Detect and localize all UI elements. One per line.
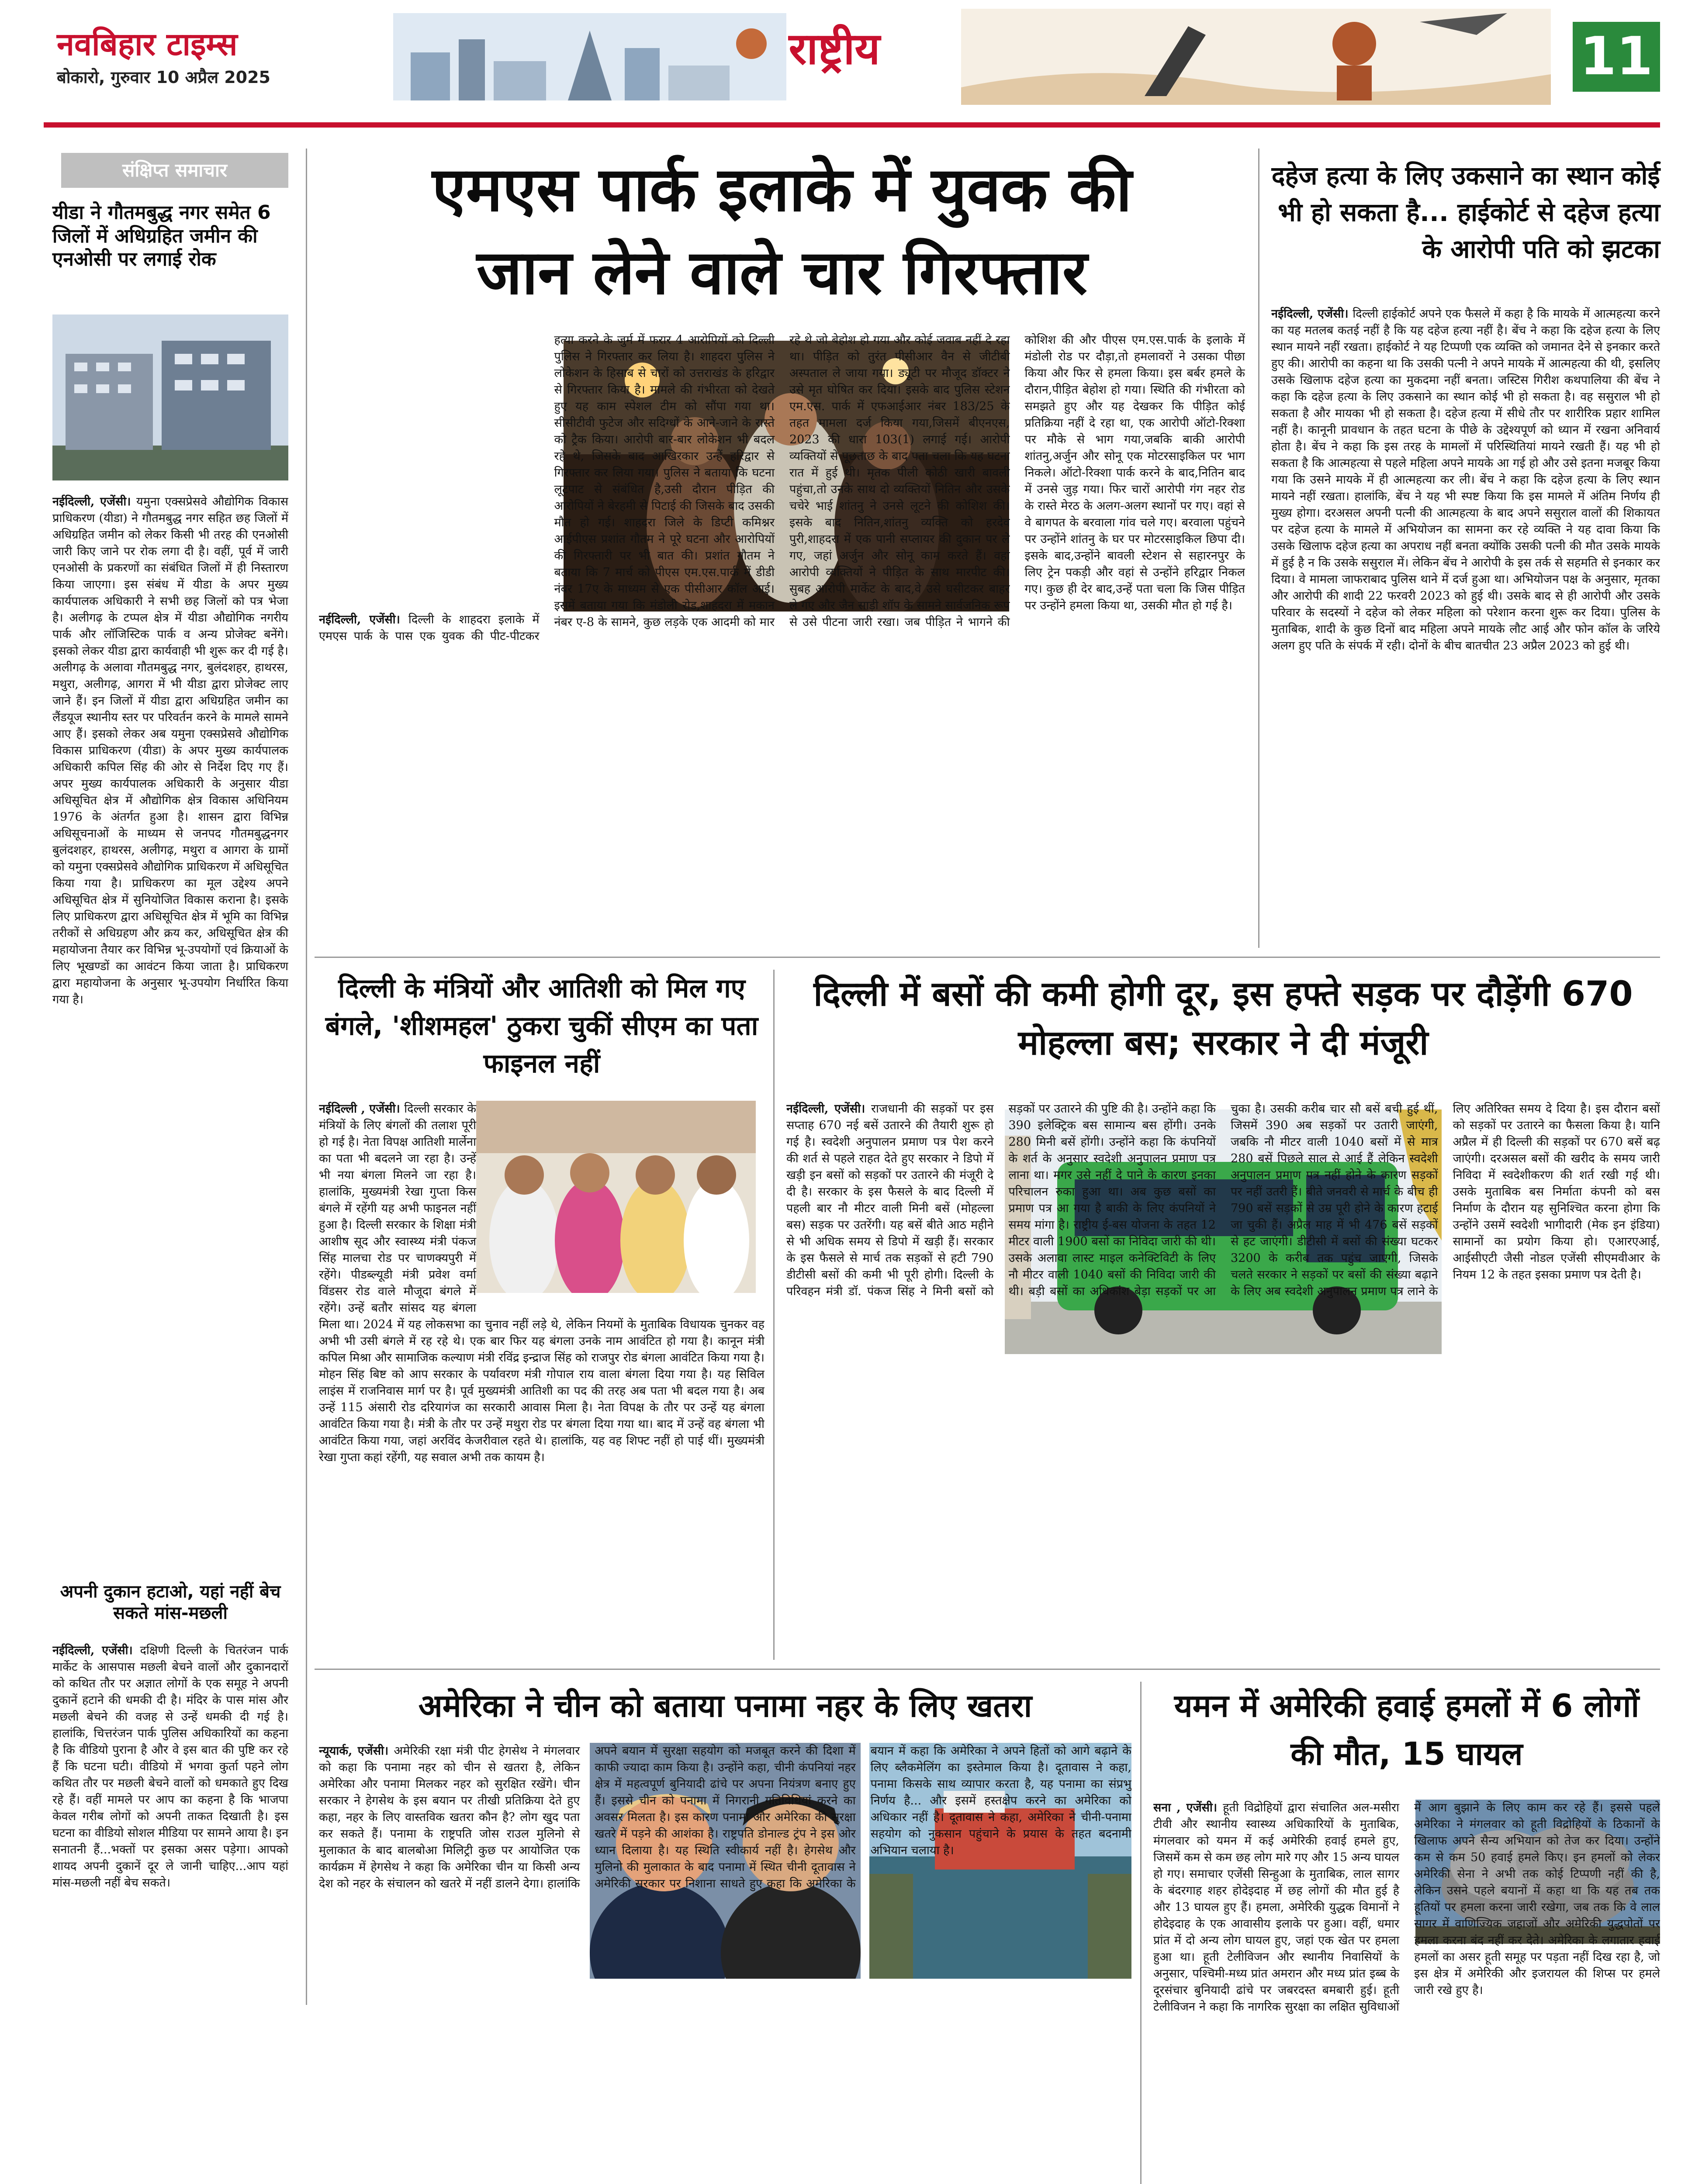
bungalow-headline: दिल्ली के मंत्रियों और आतिशी को मिल गए बंगले, 'शीशमहल' ठुकरा चुकीं सीएम का पता फाइनल नहीं xyxy=(325,973,758,1079)
sidebar-divider xyxy=(306,149,307,2005)
lead-story-text: दिल्ली के शाहदरा इलाके में एमएस पार्क के पास एक युवक की पीट-पीटकर हत्या करने के जुर्म में फरार 4 आरोपियों को दिल्ली पुलिस ने गिरफ्तार कर लिया है। शाहदरा पुलिस ने लोकेशन के हिसाब से चारों को उत्तराखंड के हरिद्वार से गिरफ्तार किया है। मामले की गंभीरता को देखते हुए यह काम स्पेशल टीम को सौंपा गया था। सीसीटीवी फुटेज और सदिग्धों के आने-जाने के रास्ते को ट्रैक किया। आरोपी बार-बार लोकेशन भी बदल रहे थे, जिसके बाद आखिरकार उन्हें हरिद्वार से गिरफ्तार कर लिया गया। पुलिस ने बताया कि घटना लूटपाट से संबंधित है,उसी दौरान पीड़ित की आरोपियों ने बेरहमी से पिटाई की जिसके बाद उसकी मौत हो गई। शाहदरा जिले के डिप्टी कमिश्नर आईपीएस प्रशांत गौतम ने पूरे घटना और आरोपियों की गिरफ्तारी पर भी बात की। प्रशांत गौतम ने बताया कि 7 मार्च को पीएस एम.एस.पार्क में डीडी नंबर 17ए के माध्यम से एक पीसीआर कॉल आई। इसमें बताया गया कि मंडोली रोड,शाहदरा में मकान नंबर ए-8 के सामने, कुछ लड़के एक आदमी को मार रहे थे जो बेहोश हो गया और कोई जवाब नहीं दे रहा था। पीड़ित को तुरंत पीसीआर वैन से जीटीबी अस्पताल ले जाया गया। ड्यूटी पर मौजूद डॉक्टर ने उसे मृत घोषित कर दिया। इसके बाद पुलिस स्टेशन एम.एस. पार्क में एफआईआर नंबर 183/25 के तहत मामला दर्ज किया गया,जिसमें बीएनएस, 2023 की धारा 103(1) लगाई गई। आरोपी व्यक्तियों से पूछताछ के बाद पता चला कि यह घटना रात में हुई थी। मृतक पीली कोठी खारी बावली पहुंचा,तो उनके साथ दो व्यक्तियों नितिन और उसके चचेरे भाई शांतनु ने उनसे लूटने की कोशिश की। इसके बाद नितिन,शांतनु व्यक्ति को हरदेव पुरी,शाहदरा में एक पानी सप्लायर की दुकान पर ले गए, जहां अर्जुन और सोनू काम करते हैं। वहां आरोपी व्यक्तियों ने पीड़ित के साथ मारपीट की। सुबह आरोपी मार्केट के बाद,वे उसे घसीटकर बाहर ले गए और जैन साड़ी शॉप के सामने सार्वजनिक रूप से उसे पीटना जारी रखा। जब पीड़ित ने भागने की कोशिश की और पीएस एम.एस.पार्क के इलाके में मंडोली रोड पर दौड़ा,तो हमलावरों ने उसका पीछा किया और फिर से हमला किया। इस बर्बर हमले के दौरान,पीड़ित बेहोश हो गया। स्थिति की गंभीरता को समझते हुए और यह देखकर कि पीड़ित कोई प्रतिक्रिया नहीं दे रहा था, एक आरोपी ऑटो-रिक्शा पर मौके से भाग गया,जबकि बाकी आरोपी शांतनु,अर्जुन और सोनू एक मोटरसाइकिल पर भाग निकले। ऑटो-रिक्शा पार्क करने के बाद,नितिन बाद में उनसे जुड़ गया। फिर चारों आरोपी गंग नहर रोड के रास्ते मेरठ के अलग-अलग स्थानों पर गए। वहां से वे बागपत के बरवाला गांव चले गए। बरवाला पहुंचने पर उन्होंने शांतनु के घर पर मोटरसाइकिल छिपा दी। इसके बाद,उन्होंने बावली स्टेशन से सहारनपुर के लिए ट्रेन पकड़ी और वहां से उन्होंने हरिद्वार निकल गए। कुछ ही देर बाद,उन्हें पता चला कि जिस पीड़ित पर उन्होंने हमला किया था, उसकी मौत हो गई है। xyxy=(319,333,1245,643)
divider-row2 xyxy=(315,1669,1660,1670)
bungalow-story xyxy=(319,970,765,1660)
divider-row1 xyxy=(315,957,1660,958)
sidebar-story2-text: दक्षिणी दिल्ली के चितरंजन पार्क मार्केट के आसपास मछली बेचने वालों और दुकानदारों को कथित तौर पर अज्ञात लोगों के एक समूह ने अपनी दुकानें हटाने की धमकी दी है। मंदिर के पास मांस और मछली बेचने की वजह से उन्हें धमकी दी गई है। हालांकि, चित्तरंजन पार्क पुलिस अधिकारियों का कहना है कि वीडियो पुराना है और वे इस बात की पुष्टि कर रहे हैं कि घटना घटी। वीडियो में भगवा कुर्ता पहने लोग कथित तौर पर मछली बेचने वालों को धमकाते हुए दिख रहे हैं। वहीं मामले पर आप का कहना है कि भाजपा केवल गरीब लोगों को अपनी ताकत दिखाती है। इस घटना का वीडियो सोशल मीडिया पर सामने आया है। इन सनातनी हैं...भक्तों पर इसका असर पड़ेगा। आपको शायद अपनी दुकानें दूर ले जानी चाहिए...आप यहां मांस-मछली नहीं बेच सकते। xyxy=(52,1644,288,1890)
yemen-story-dateline: सना , एजेंसी। xyxy=(1153,1801,1223,1814)
panama-headline: अमेरिका ने चीन को बताया पनामा नहर के लिए खतरा xyxy=(418,1687,1032,1724)
paper-name: नवबिहार टाइम्स xyxy=(57,26,238,62)
section-decoration xyxy=(961,9,1551,105)
dowry-story-body xyxy=(1271,306,1660,935)
photo-office-buildings xyxy=(52,314,288,480)
panama-story-body xyxy=(319,1743,1131,2184)
sidebar-header-label: संक्षिप्त समाचार xyxy=(122,159,227,181)
sidebar-story1-title: यीडा ने गौतमबुद्ध नगर समेत 6 जिलों में अधिग्रहित जमीन की एनओसी पर लगाई रोक xyxy=(52,201,271,271)
sidebar-story2-dateline: नईदिल्ली, एजेंसी। xyxy=(52,1644,140,1657)
lead-story-body xyxy=(319,332,1245,939)
sidebar-story1-dateline: नईदिल्ली, एजेंसी। xyxy=(52,495,137,508)
yemen-story-body xyxy=(1153,1800,1660,2184)
yemen-story-text: हूती विद्रोहियों द्वारा संचालित अल-मसीरा टीवी और स्थानीय स्वास्थ्य अधिकारियों के मुताबिक, मंगलवार को यमन में कई अमेरिकी हवाई हमले हुए, जिसमें कम से कम छह लोग मारे गए और 15 अन्य घायल हो गए। समाचार एजेंसी सिन्हुआ के मुताबिक, लाल सागर के बंदरगाह शहर होदेइदाह में छह लोगों की मौत हुई है और 13 घायल हुए हैं। हमला, अमेरिकी युद्धक विमानों ने होदेइदाह के एक आवासीय इलाके पर हुआ। वहीं, धमार प्रांत में दो अन्य लोग घायल हुए, जहां एक खेत पर हमला हुआ था। हूती टेलीविजन और स्थानीय निवासियों के अनुसार, पश्चिमी-मध्य प्रांत अमरान और मध्य प्रांत इब्ब के दूरसंचार बुनियादी ढांचे पर जबरदस्त बमबारी हुई। हूती टेलीविजन ने कहा कि नागरिक सुरक्षा का लक्षित सुविधाओं में आग बुझाने के लिए काम कर रहे हैं। इससे पहले अमेरिका ने मंगलवार को हूती विद्रोहियों के ठिकानों के खिलाफ अपने सैन्य अभियान को तेज कर दिया। उन्होंने कम से कम 50 हवाई हमले किए। इन हमलों को लेकर अमेरिकी सेना ने अभी तक कोई टिप्पणी नहीं की है, लेकिन उसने पहले बयानों में कहा था कि यह तब तक हूतियों पर हमला करना जारी रखेगा, जब तक कि वे लाल सागर में वाणिज्यिक जहाजों और अमेरिकी युद्धपोतों पर हमला करना बंद नहीं कर देते। अमेरिका के लगातार हवाई हमलों का असर हूती समूह पर पड़ता नहीं दिख रहा है, जो इस क्षेत्र में अमेरिकी और इजरायल की शिप्स पर हमले जारी रखे हुए है। xyxy=(1153,1801,1660,2014)
lead-story xyxy=(319,149,1245,948)
sidebar-header xyxy=(61,153,288,188)
yemen-headline: यमन में अमेरिकी हवाई हमलों में 6 लोगों की मौत, 15 घायल xyxy=(1174,1687,1640,1772)
bungalow-story-body xyxy=(319,1101,765,1651)
panama-story-dateline: न्यूयार्क, एजेंसी। xyxy=(319,1744,394,1758)
bus-story-body xyxy=(786,1101,1660,1651)
skyline-illustration xyxy=(393,13,786,100)
sidebar-story2-title: अपनी दुकान हटाओ, यहां नहीं बेच सकते मांस-मछली xyxy=(60,1582,281,1623)
lead-headline-line1: एमएस पार्क इलाके में युवक की xyxy=(432,154,1132,225)
lead-story-dateline: नईदिल्ली, एजेंसी। xyxy=(319,613,408,626)
issue-dateline: बोकारो, गुरुवार 10 अप्रैल 2025 xyxy=(57,68,270,87)
page-number: 11 xyxy=(1573,22,1660,92)
bus-headline: दिल्ली में बसों की कमी होगी दूर, इस हफ्ते सड़क पर दौड़ेंगी 670 मोहल्ला बस; सरकार ने दी मंजूरी xyxy=(813,975,1633,1063)
sidebar xyxy=(44,149,288,2005)
section-title: राष्ट्रीय xyxy=(789,23,880,74)
lead-headline-line2: जान लेने वाले चार गिरफ्तार xyxy=(477,237,1087,308)
bungalow-divider xyxy=(773,970,775,1660)
bus-story xyxy=(786,970,1660,1660)
panama-story-text: अमेरिकी रक्षा मंत्री पीट हेगसेथ ने मंगलवार को कहा कि पनामा नहर को चीन से खतरा है, लेकिन अमेरिका और पनामा मिलकर नहर को सुरक्षित रखेंगे। चीन सरकार ने हेगसेथ के इस बयान पर तीखी प्रतिक्रिया देते हुए कहा, नहर के लिए वास्तविक खतरा कौन है? लोग खुद पता कर सकते हैं। पनामा के राष्ट्रपति जोस राउल मुलिनो से मुलाकात के बाद बालबोआ मिलिट्री कुछ पर आयोजित एक कार्यक्रम में हेगसेथ ने कहा कि अमेरिका चीन या किसी अन्य देश को नहर के संचालन को खतरे में नहीं डालने देगा। हालांकि अपने बयान में सुरक्षा सहयोग को मजबूत करने की दिशा में काफी ज्यादा काम किया है। उन्होंने कहा, चीनी कंपनियां नहर क्षेत्र में महत्वपूर्ण बुनियादी ढांचे पर अपना नियंत्रण बनाए हुए हैं। इससे चीन को पनामा में निगरानी गतिविधियां करने का अवसर मिलता है। इस कारण पनामा और अमेरिका की सुरक्षा खतरे में पड़ने की आशंका है। राष्ट्रपति डोनाल्ड ट्रंप ने इस ओर ध्यान दिलाया है। यह स्थिति स्वीकार्य नहीं है। हेगसेथ और मुलिनो की मुलाकात के बाद पनामा में स्थित चीनी दूतावास ने अमेरिकी सरकार पर निशाना साधते हुए कहा कि अमेरिका के बयान में कहा कि अमेरिका ने अपने हितों को आगे बढ़ाने के लिए ब्लैकमेलिंग का इस्तेमाल किया है। दूतावास ने कहा, पनामा किसके साथ व्यापार करता है, यह पनामा का संप्रभु निर्णय है... और इसमें हस्तक्षेप करने का अमेरिका को अधिकार नहीं है। दूतावास ने कहा, अमेरिका ने चीनी-पनामा सहयोग को नुकसान पहुंचाने के प्रयास के तहत बदनामी अभियान चलाया है। xyxy=(319,1744,1131,1890)
bungalow-story-dateline: नईदिल्ली , एजेंसी। xyxy=(319,1102,405,1116)
bus-story-dateline: नईदिल्ली, एजेंसी। xyxy=(786,1102,871,1116)
dowry-story xyxy=(1271,157,1660,943)
panama-story xyxy=(319,1682,1131,2184)
sidebar-story2-body xyxy=(52,1642,288,2001)
sidebar-story1-text: यमुना एक्सप्रेसवे औद्योगिक विकास प्राधिकरण (यीडा) ने गौतमबुद्ध नगर सहित छह जिलों में अधिग्रहित जमीन को लेकर किसी भी तरह की एनओसी जारी किए जाने पर रोक लगा दी है। वहीं, पूर्व में जारी एनओसी के प्रकरणों का संबंधित जिलों में ही निस्तारण किया जाएगा। इस संबंध में यीडा के अपर मुख्य कार्यपालक अधिकारी ने सभी छह जिलों को पत्र भेजा है। अलीगढ़ के टप्पल क्षेत्र में यीडा औद्योगिक नगरीय पार्क और लॉजिस्टिक पार्क व अन्य प्रोजेक्ट बनेंगे। इसको लेकर यीडा द्वारा कार्यवाही भी शुरू कर दी गई है। अलीगढ़ के अलावा गौतमबुद्ध नगर, बुलंदशहर, हाथरस, मथुरा, अलीगढ़, आगरा में भी यीडा द्वारा प्रोजेक्ट लाए जाने हैं। इन जिलों में यीडा द्वारा अधिग्रहित जमीन का लैंडयूज स्थानीय स्तर पर परिवर्तन करने के मामले सामने आए हैं। इसको लेकर अब यमुना एक्सप्रेसवे औद्योगिक विकास प्राधिकरण (यीडा) के अपर मुख्य कार्यपालक अधिकारी कपिल सिंह की ओर से निर्देश दिए गए हैं। अपर मुख्य कार्यपालक अधिकारी के अनुसार यीडा अधिसूचित क्षेत्र में औद्योगिक क्षेत्र विकास अधिनियम 1976 के अंतर्गत हुआ है। शासन द्वारा विभिन्न अधिसूचनाओं के माध्यम से जनपद गौतमबुद्धनगर बुलंदशहर, हाथरस, अलीगढ़, मथुरा व आगरा के ग्रामों को यमुना एक्सप्रेसवे औद्योगिक प्राधिकरण में अधिसूचित किया गया है। प्राधिकरण का मूल उद्देश्य अपने अधिसूचित क्षेत्र में सुनियोजित विकास कराना है। इसके लिए प्राधिकरण द्वारा अधिसूचित क्षेत्र में भूमि का विभिन्न तरीकों से अधिग्रहण और क्रय कर, अधिसूचित क्षेत्र की महायोजना तैयार कर विभिन्न भू-उपयोगों एवं क्रियाओं के लिए भूखण्डों का आवंटन किया जाता है। प्राधिकरण द्वारा महायोजना के अनुसार भू-उपयोग निर्धारित किया गया है। xyxy=(52,495,288,1006)
bungalow-story-text: दिल्ली सरकार के मंत्रियों के लिए बंगलों की तलाश पूरी हो गई है। नेता विपक्ष आतिशी मार्लेना का पता भी बदलने जा रहा है। उन्हें भी नया बंगला मिलने जा रहा है। हालांकि, मुख्यमंत्री रेखा गुप्ता किस बंगले में रहेंगी यह अभी फाइनल नहीं हुआ है। दिल्ली सरकार के शिक्षा मंत्री आशीष सूद और स्वास्थ्य मंत्री पंकज सिंह मालचा रोड पर चाणक्यपुरी में रहेंगे। पीडब्ल्यूडी मंत्री प्रवेश वर्मा विंडसर रोड वाले मौजूदा बंगले में रहेंगे। उन्हें बतौर सांसद यह बंगला मिला था। 2024 में यह लोकसभा का चुनाव नहीं लड़े थे, लेकिन नियमों के मुताबिक विधायक चुनकर वह अभी भी उसी बंगले में रह रहे थे। एक बार फिर यह बंगला उनके नाम आवंटित हो गया है। कानून मंत्री कपिल मिश्रा और सामाजिक कल्याण मंत्री रविंद्र इन्द्राज सिंह को राजपुर रोड बंगला आवंटित किया गया है। मोहन सिंह बिष्ट को आप सरकार के पर्यावरण मंत्री गोपाल राय वाला बंगला दिया गया है। यह सिविल लाइंस में राजनिवास मार्ग पर है। पूर्व मुख्यमंत्री आतिशी का पद की तरह अब पता भी बदल गया है। अब उन्हें 115 अंसारी रोड दरियागंज का सरकारी आवास मिला है। नेता विपक्ष के तौर पर उन्हें यह बंगला आवंटित किया गया है। मंत्री के तौर पर उन्हें मथुरा रोड पर बंगला दिया गया था। बाद में उन्हें वह बंगला भी आवंटित किया गया, जहां अरविंद केजरीवाल रहते थे। हालांकि, यह वह शिफ्ट नहीं हो पाई थीं। मुख्यमंत्री रेखा गुप्ता कहां रहेंगी, यह सवाल अभी तक कायम है। xyxy=(319,1102,765,1464)
dowry-story-dateline: नईदिल्ली, एजेंसी। xyxy=(1271,307,1353,321)
sidebar-story1-body xyxy=(52,494,288,1551)
masthead xyxy=(0,0,1702,109)
yemen-story xyxy=(1153,1682,1660,2184)
dowry-headline: दहेज हत्या के लिए उकसाने का स्थान कोई भी हो सकता है... हाईकोर्ट से दहेज हत्या के आरोपी पति को झटका xyxy=(1271,161,1660,264)
bus-story-text: राजधानी की सड़कों पर इस सप्ताह 670 नई बसें उतारने की तैयारी शुरू हो गई है। स्वदेशी अनुपालन प्रमाण पत्र पेश करने की शर्त से पहले राहत देते हुए सरकार ने डिपो में खड़ी इन बसों को सड़कों पर उतारने की मंजूरी दे दी है। सरकार के इस फैसले के बाद दिल्ली में पहली बार नौ मीटर वाली मिनी बसें (मोहल्ला बस) सड़क पर उतरेंगी। यह बसें बीते आठ महीने से भी अधिक समय से डिपो में खड़ी हैं। सरकार के इस फैसले से मार्च तक सड़कों से हटी 790 डीटीसी बसों की कमी भी पूरी होगी। दिल्ली के परिवहन मंत्री डॉ. पंकज सिंह ने मिनी बसों को सड़कों पर उतारने की पुष्टि की है। उन्होंने कहा कि 390 इलेक्ट्रिक बस सामान्य बस होंगी। उनके 280 मिनी बसें होंगी। उन्होंने कहा कि कंपनियों के शर्त के अनुसार स्वदेशी अनुपालन प्रमाण पत्र लाना था। मगर उसे नहीं दे पाने के कारण इनका परिचालन रुका हुआ था। अब कुछ बसों का प्रमाण पत्र आ गया है बाकी के लिए कंपनियों ने समय मांगा है। राष्ट्रीय ई-बस योजना के तहत 12 मीटर वाली 1900 बसों का निविदा जारी की थी। उसके अलावा लास्ट माइल कनेक्टिविटी के लिए नौ मीटर वाली 1040 बसों की निविदा जारी की थी। बड़ी बसों का अधिकांश बेड़ा सड़कों पर आ चुका है। उसकी करीब चार सौ बसें बची हुई थीं, जिसमें 390 अब सड़कों पर उतारी जाएंगी, जबकि नौ मीटर वाली 1040 बसों में से मात्र 280 बसें पिछले साल से आई हैं लेकिन स्वदेशी अनुपालन प्रमाण पत्र नहीं होने के कारण सड़कों पर नहीं उतरी हैं। बीते जनवरी से मार्च के बीच ही 790 बसें सड़कों से उम्र पूरी होने के कारण हटाई जा चुकी हैं। अप्रैल माह में भी 476 बसें सड़कों से हट जाएंगी। डीटीसी में बसों की संख्या घटकर 3200 के करीब तक पहुंच जाएगी, जिसके चलते सरकार ने सड़कों पर बसों की संख्या बढ़ाने के लिए अब स्वदेशी अनुपालन प्रमाण पत्र लाने के लिए अतिरिक्त समय दे दिया है। इस दौरान बसों को सड़कों पर उतारने का फैसला किया है। यानि अप्रैल में ही दिल्ली की सड़कों पर 670 बसें बढ़ जाएंगी। दरअसल बसों की खरीद के समय जारी निविदा में स्वदेशीकरण की शर्त रखी गई थी। उसके मुताबिक बस निर्माता कंपनी को बस निर्माण के दौरान यह सुनिश्चित करना होगा कि उन्होंने उसमें स्वदेशी भागीदारी (मेक इन इंडिया) सामानों का प्रयोग किया हो। एआरएआई, आईसीएटी जैसी नोडल एजेंसी सीएमवीआर के नियम 12 के तहत इसका प्रमाण पत्र देती है। xyxy=(786,1102,1660,1298)
masthead-rule xyxy=(44,122,1660,128)
lead-divider xyxy=(1258,149,1259,948)
panama-divider xyxy=(1140,1682,1142,2184)
dowry-story-text: दिल्ली हाईकोर्ट अपने एक फैसले में कहा है कि मायके में आत्महत्या करने का यह मतलब कतई नहीं है कि यह दहेज हत्या नहीं है। बेंच ने कहा कि दहेज हत्या के लिए स्थान मायने नहीं रखता। हाईकोर्ट ने यह टिप्पणी एक व्यक्ति को जमानत देने से इनकार करते हुए की। आरोपी का कहना था कि उसकी पत्नी ने अपने मायके में आत्महत्या की थी, इसलिए उसके खिलाफ दहेज हत्या का मुकदमा नहीं बनता। जस्टिस गिरीश कथपालिया की बेंच ने कहा कि दहेज हत्या के लिए उकसाने का स्थान कोई भी हो सकता है। वह ससुराल भी हो सकता है और मायका भी हो सकता है। दहेज हत्या में सीधे तौर पर शारीरिक प्रहार शामिल नहीं है। कानूनी प्रावधान के तहत घटना के पीछे के उद्देश्यपूर्ण को ध्यान में रखना अनिवार्य होता है। बेंच ने कहा कि इस तरह के मामलों में परिस्थितियां मायने रखती हैं। यह भी हो सकता है कि आत्महत्या से पहले महिला अपने मायके आ गई हो और उसे इतना मजबूर किया गया कि उसने मायके में ही आत्महत्या कर ली। बेंच ने कहा कि दहेज हत्या के लिए स्थान मायने नहीं रखता। हालांकि, बेंच ने यह भी स्पष्ट किया कि इस मामले में अंतिम निर्णय ही मुख्य होगा। दरअसल अपनी पत्नी की आत्महत्या के बाद अपने ससुराल वालों की शिकायत पर दहेज हत्या के मामले में अभियोजन का सामना कर रहे व्यक्ति ने यह दावा किया कि उसके खिलाफ दहेज हत्या का अपराध नहीं बनता क्योंकि उसकी पत्नी की मौत उसके मायके में हुई है न कि उसके ससुराल में। लेकिन बेंच ने आरोपी के इस तर्क से सहमति से इनकार कर दिया। वे मामला जाफराबाद पुलिस थाने में दर्ज हुआ था। अभियोजन पक्ष के अनुसार, मृतका और आरोपी की शादी 22 फरवरी 2023 को हुई थी। उसके बाद से ही आरोपी और उसके परिवार के सदस्यों ने दहेज को लेकर महिला को परेशान करना शुरू कर दिया। पुलिस के मुताबिक, शादी के कुछ दिनों बाद महिला अपने मायके लौट आई और फोन कॉल के जरिये अलग हुए पति के संपर्क में रही। दोनों के बीच बातचीत 23 अप्रैल 2023 को हुई थी। xyxy=(1271,307,1660,653)
